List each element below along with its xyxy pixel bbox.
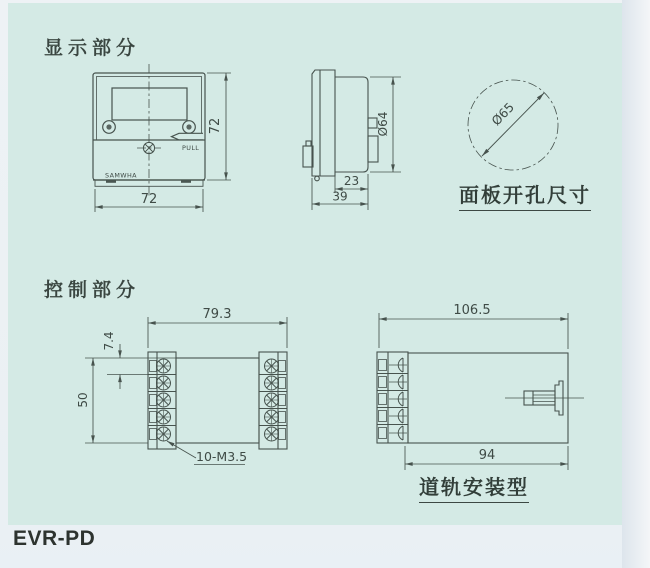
terminal-screw	[157, 359, 171, 373]
product-model-label: EVR-PD	[13, 527, 96, 550]
terminal-screw-side	[389, 392, 407, 406]
brand-label: SAMWHA	[105, 171, 137, 180]
pull-label: PULL	[182, 144, 200, 152]
front-dimension-lines	[95, 73, 231, 212]
side-total-depth-dimension: 39	[332, 189, 348, 204]
terminal-offset-dimension: 7.4	[102, 331, 116, 351]
din-rail-latch	[505, 381, 584, 415]
terminal-screw-side	[389, 375, 407, 389]
side-latch-step	[306, 141, 311, 146]
terminal-screw-side	[389, 409, 407, 423]
terminal-screw	[265, 427, 279, 441]
latch-pin	[315, 176, 320, 181]
control-height-dimension: 50	[76, 392, 90, 408]
meter-side-view	[303, 70, 401, 210]
terminal-screw	[157, 410, 171, 424]
side-diameter-dimension: Ø64	[376, 111, 390, 137]
bezel-side-outline	[312, 70, 335, 176]
terminal-screw-side	[389, 358, 407, 372]
terminal-screw	[157, 427, 171, 441]
rail-terminal-stack	[377, 352, 408, 443]
display-section-title: 显示部分	[44, 38, 141, 59]
terminal-strip-left	[148, 352, 176, 449]
display-window	[112, 88, 187, 120]
front-width-dimension: 72	[140, 192, 158, 207]
flange-tab	[106, 180, 116, 183]
rail-overall-width-dimension: 106.5	[453, 303, 491, 318]
panel-cutout-view	[468, 80, 558, 170]
terminal-screw-side	[389, 426, 407, 440]
control-body	[176, 358, 259, 443]
rail-mount-caption: 道轨安装型	[419, 471, 529, 503]
screw-spec-label: 10-M3.5	[196, 449, 248, 464]
terminal-screw	[157, 393, 171, 407]
body-side-outline	[335, 77, 368, 172]
control-section-title: 控制部分	[44, 280, 141, 301]
rear-stud	[368, 136, 378, 162]
terminal-screw	[265, 393, 279, 407]
terminal-screw	[265, 376, 279, 390]
rail-body-width-dimension: 94	[478, 448, 496, 463]
cutout-diameter-line	[482, 93, 544, 156]
terminal-screw	[157, 376, 171, 390]
panel-cutout-caption: 面板开孔尺寸	[459, 179, 591, 211]
side-body-depth-dimension: 23	[343, 174, 360, 188]
flange-tab	[181, 180, 191, 183]
panel-screw-left	[103, 121, 116, 134]
pull-tab	[172, 133, 204, 140]
control-width-dimension: 79.3	[202, 307, 232, 322]
meter-front-view	[93, 64, 231, 212]
terminal-screw	[265, 410, 279, 424]
terminal-strip-right	[259, 352, 287, 449]
terminal-screw	[265, 359, 279, 373]
rail-mount-view	[377, 313, 584, 470]
side-dimension-lines	[312, 77, 401, 210]
panel-screw-right	[183, 121, 196, 134]
front-height-dimension: 72	[208, 117, 223, 135]
cutout-diameter-dimension: Ø65	[488, 99, 518, 129]
